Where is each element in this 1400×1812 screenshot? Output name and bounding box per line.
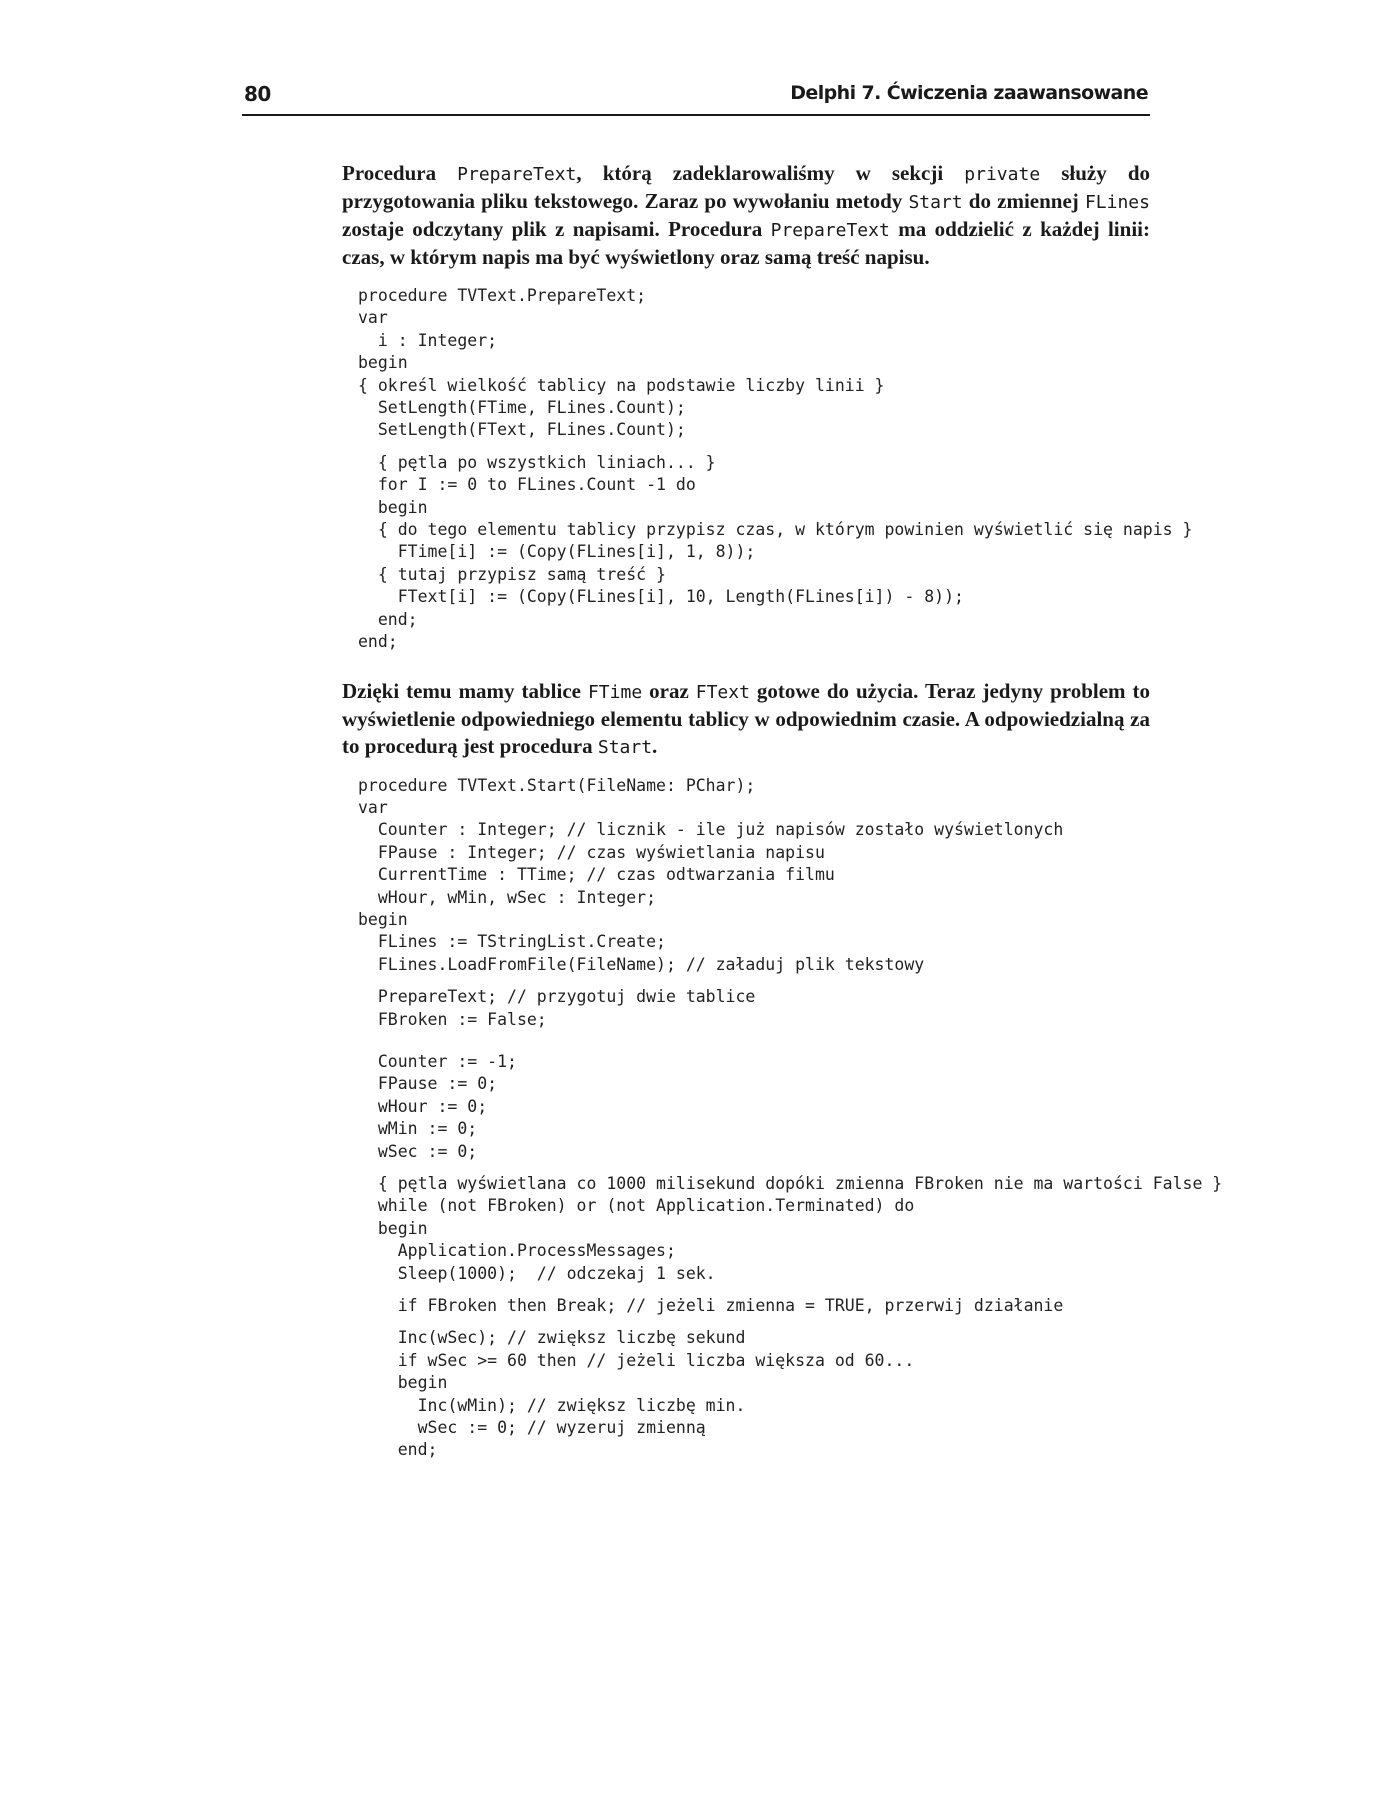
code-line: FPause : Integer; // czas wyświetlania napisu <box>358 842 825 862</box>
code-line: Inc(wMin); // zwiększ liczbę min. <box>358 1395 746 1415</box>
code-line: begin <box>358 909 408 929</box>
text-run: służy do przygotowania pliku tekstowego. Zaraz po wywołaniu metody <box>342 161 1150 213</box>
code-line: procedure TVText.Start(FileName: PChar); <box>358 775 756 795</box>
inline-code: Start <box>597 736 653 758</box>
inline-code: FLines <box>1084 192 1150 213</box>
code-line: Application.ProcessMessages; <box>358 1241 676 1261</box>
code-line: end; <box>358 609 418 629</box>
code-line: SetLength(FText, FLines.Count); <box>358 420 686 440</box>
code-block <box>358 986 1150 1031</box>
code-line: procedure TVText.PrepareText; <box>358 286 647 305</box>
code-line: begin <box>358 497 428 517</box>
code-line: if wSec >= 60 then // jeżeli liczba większa od 60... <box>358 1350 915 1370</box>
text-run: ma oddzielić z każdej linii: czas, w którym napis ma być wyświetlony oraz samą treść napisu. <box>342 217 1150 269</box>
code-listing-prepare-text <box>342 285 1193 654</box>
inline-code: Start <box>908 192 963 213</box>
code-line: FTime[i] := (Copy(FLines[i], 1, 8)); <box>358 542 756 562</box>
code-line: Sleep(1000); // odczekaj 1 sek. <box>358 1263 716 1283</box>
page-header <box>242 82 1150 116</box>
code-line: Inc(wSec); // zwiększ liczbę sekund <box>358 1328 746 1348</box>
text-run: oraz <box>642 678 696 703</box>
code-line: { do tego elementu tablicy przypisz czas, w którym powinien wyświetlić się napis } <box>358 520 1193 540</box>
code-line: wSec := 0; <box>358 1141 478 1161</box>
code-block <box>358 1051 1150 1163</box>
inline-code: PrepareText <box>457 164 577 185</box>
text-run: . <box>652 733 658 758</box>
text-run: zostaje odczytany plik z napisami. Procedura <box>342 217 771 241</box>
code-line: { pętla wyświetlana co 1000 milisekund dopóki zmienna FBroken nie ma wartości False } <box>358 1174 1223 1193</box>
code-block <box>358 1327 1150 1461</box>
code-line: wHour, wMin, wSec : Integer; <box>358 887 657 907</box>
code-line: wHour := 0; <box>358 1096 488 1116</box>
code-line: FLines := TStringList.Create; <box>358 932 666 952</box>
code-line: PrepareText; // przygotuj dwie tablice <box>358 987 756 1007</box>
code-line: wSec := 0; // wyzeruj zmienną <box>358 1418 706 1438</box>
code-line: FBroken := False; <box>358 1009 547 1029</box>
body-paragraph-2 <box>342 678 1150 761</box>
inline-code: PrepareText <box>770 220 890 241</box>
code-line: for I := 0 to FLines.Count -1 do <box>358 475 696 495</box>
code-block <box>358 452 1193 654</box>
code-block <box>358 1173 1223 1285</box>
code-line: Counter : Integer; // licznik - ile już napisów zostało wyświetlonych <box>358 820 1064 840</box>
code-line: end; <box>358 1440 438 1460</box>
code-line: { określ wielkość tablicy na podstawie liczby linii } <box>358 375 885 395</box>
text-run: do zmiennej <box>962 189 1085 213</box>
text-run: gotowe do użycia. Teraz jedyny problem to wyświetlenie odpowiedniego elementu tablicy w odpowiednim czasie. A odpowiedzialną za to procedurą jest procedura <box>342 678 1150 758</box>
page-number: 80 <box>244 82 271 106</box>
code-line: end; <box>358 632 398 652</box>
code-line: if FBroken then Break; // jeżeli zmienna = TRUE, przerwij działanie <box>358 1296 1064 1316</box>
code-line: FLines.LoadFromFile(FileName); // załaduj plik tekstowy <box>358 954 925 974</box>
code-block <box>358 775 1150 977</box>
code-line: while (not FBroken) or (not Application.Terminated) do <box>358 1196 915 1216</box>
code-line: CurrentTime : TTime; // czas odtwarzania filmu <box>358 865 835 885</box>
code-line: i : Integer; <box>358 330 498 350</box>
code-line: SetLength(FTime, FLines.Count); <box>358 398 686 418</box>
page-body <box>342 160 1223 1462</box>
code-line: wMin := 0; <box>358 1119 478 1139</box>
code-line: { pętla po wszystkich liniach... } <box>358 452 716 472</box>
body-paragraph-1 <box>342 160 1150 271</box>
code-line: FText[i] := (Copy(FLines[i], 10, Length(FLines[i]) - 8)); <box>358 587 964 607</box>
code-line: begin <box>358 353 408 373</box>
inline-code: private <box>964 164 1041 185</box>
code-line: var <box>358 797 388 817</box>
text-run: Dzięki temu mamy tablice <box>342 678 588 703</box>
inline-code: FTime <box>587 681 643 703</box>
code-line: { tutaj przypisz samą treść } <box>358 564 666 584</box>
text-run: , którą zadeklarowaliśmy w sekcji <box>576 161 965 185</box>
code-block <box>358 1295 1150 1317</box>
code-line: Counter := -1; <box>358 1051 517 1071</box>
running-title: Delphi 7. Ćwiczenia zaawansowane <box>790 82 1148 104</box>
code-listing-start <box>342 775 1223 1462</box>
code-line: begin <box>358 1218 428 1238</box>
text-run: Procedura <box>342 161 458 185</box>
code-line: FPause := 0; <box>358 1074 498 1094</box>
inline-code: FText <box>695 681 750 703</box>
code-line: var <box>358 308 388 328</box>
code-block <box>358 285 1150 442</box>
code-line: begin <box>358 1373 448 1393</box>
